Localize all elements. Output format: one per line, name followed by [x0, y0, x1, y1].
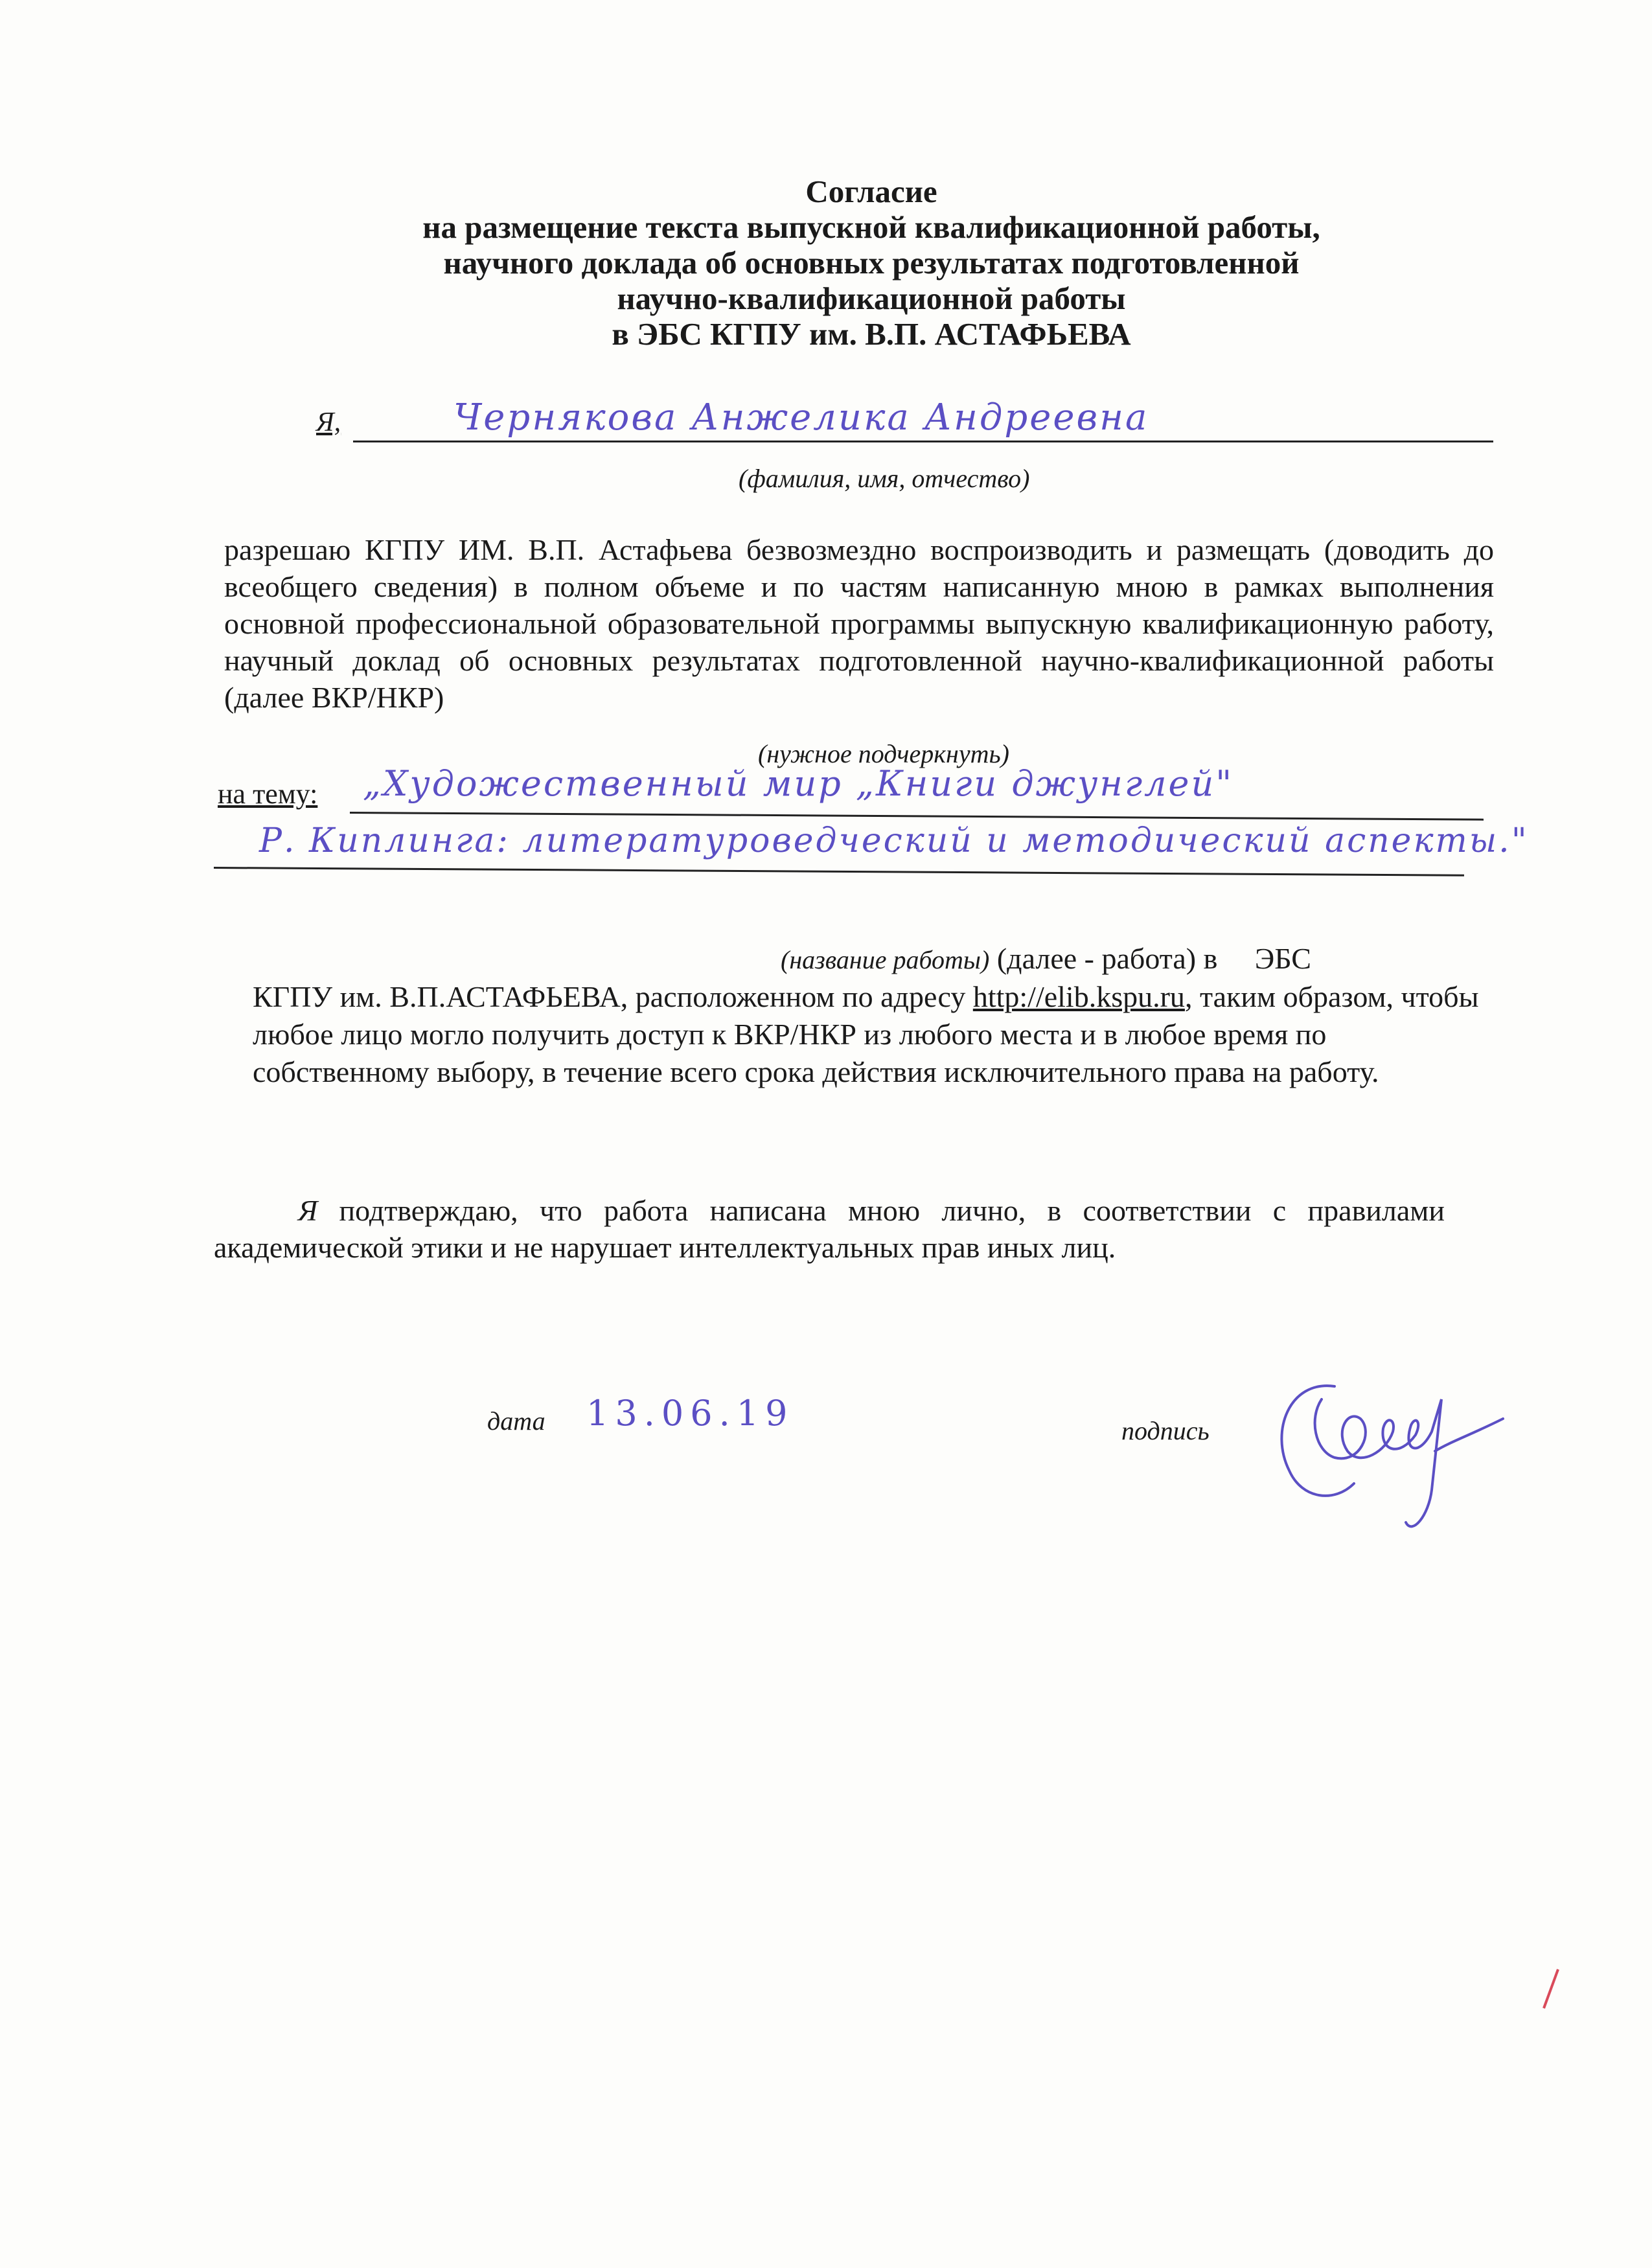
title-line-3: научного доклада об основных результатах подготовленной: [443, 245, 1300, 281]
name-caption: (фамилия, имя, отчество): [739, 464, 1030, 493]
title-line-5: в ЭБС КГПУ им. В.П. АСТАФЬЕВА: [612, 316, 1131, 352]
confirmation-text: подтверждаю, что работа написана мною лично, в соответствии с правилами академической этики и не нарушает интеллектуальных прав иных лиц.: [214, 1194, 1445, 1264]
title-line-1: Согласие: [805, 174, 937, 209]
stray-red-mark: [1539, 1963, 1565, 2015]
title-line-4: научно-квалификационной работы: [617, 281, 1126, 316]
placement-lead: (далее - работа) в ЭБС: [996, 942, 1311, 975]
elib-link[interactable]: http://elib.kspu.ru: [972, 980, 1185, 1013]
confirmation-lead: Я: [298, 1194, 318, 1227]
placement-text: КГПУ им. В.П.АСТАФЬЕВА, расположенном по адресу: [253, 980, 973, 1013]
topic-caption: (название работы): [781, 945, 990, 974]
topic-prefix: на тему:: [218, 778, 318, 810]
topic-underline-2: [214, 867, 1464, 876]
date-value-handwritten: 13.06.19: [586, 1393, 794, 1434]
confirmation-paragraph: [214, 1192, 1445, 1266]
handwritten-signature: [1263, 1360, 1509, 1542]
placement-text-end: , таким образом, чтобы любое лицо могло получить доступ к ВКР/НКР из любого места и в любое время по собственному выбору, в течение всего срока действия исключительного права на работу.: [253, 980, 1479, 1088]
title-line-2: на размещение текста выпускной квалификационной работы,: [422, 209, 1320, 245]
underline-note: (нужное подчеркнуть): [758, 739, 1009, 768]
name-value-handwritten: Чернякова Анжелика Андреевна: [453, 396, 1149, 439]
name-underline: [353, 441, 1493, 442]
permission-paragraph: разрешаю КГПУ ИМ. В.П. Астафьева безвозмездно воспроизводить и размещать (доводить до всеобщего сведения) в полном объеме и по частям написанную мною в рамках выполнения основной профессиональной образовательной программы выпускную квалификационную работу, научный доклад об основных результатах подготовленной научно-квалификационной работы (далее ВКР/НКР): [224, 533, 1494, 714]
name-prefix: Я,: [316, 407, 341, 437]
topic-line-2-handwritten: Р. Киплинга: литературоведческий и методический аспекты.": [259, 821, 1529, 860]
title-caption-row: [781, 941, 1311, 976]
signature-label: подпись: [1121, 1416, 1210, 1445]
topic-line-1-handwritten: „Художественный мир „Книги джунглей": [363, 763, 1234, 804]
date-label: дата: [487, 1406, 545, 1436]
topic-underline-1: [350, 812, 1484, 821]
document-title: [0, 174, 1652, 352]
placement-paragraph: [253, 978, 1484, 1091]
